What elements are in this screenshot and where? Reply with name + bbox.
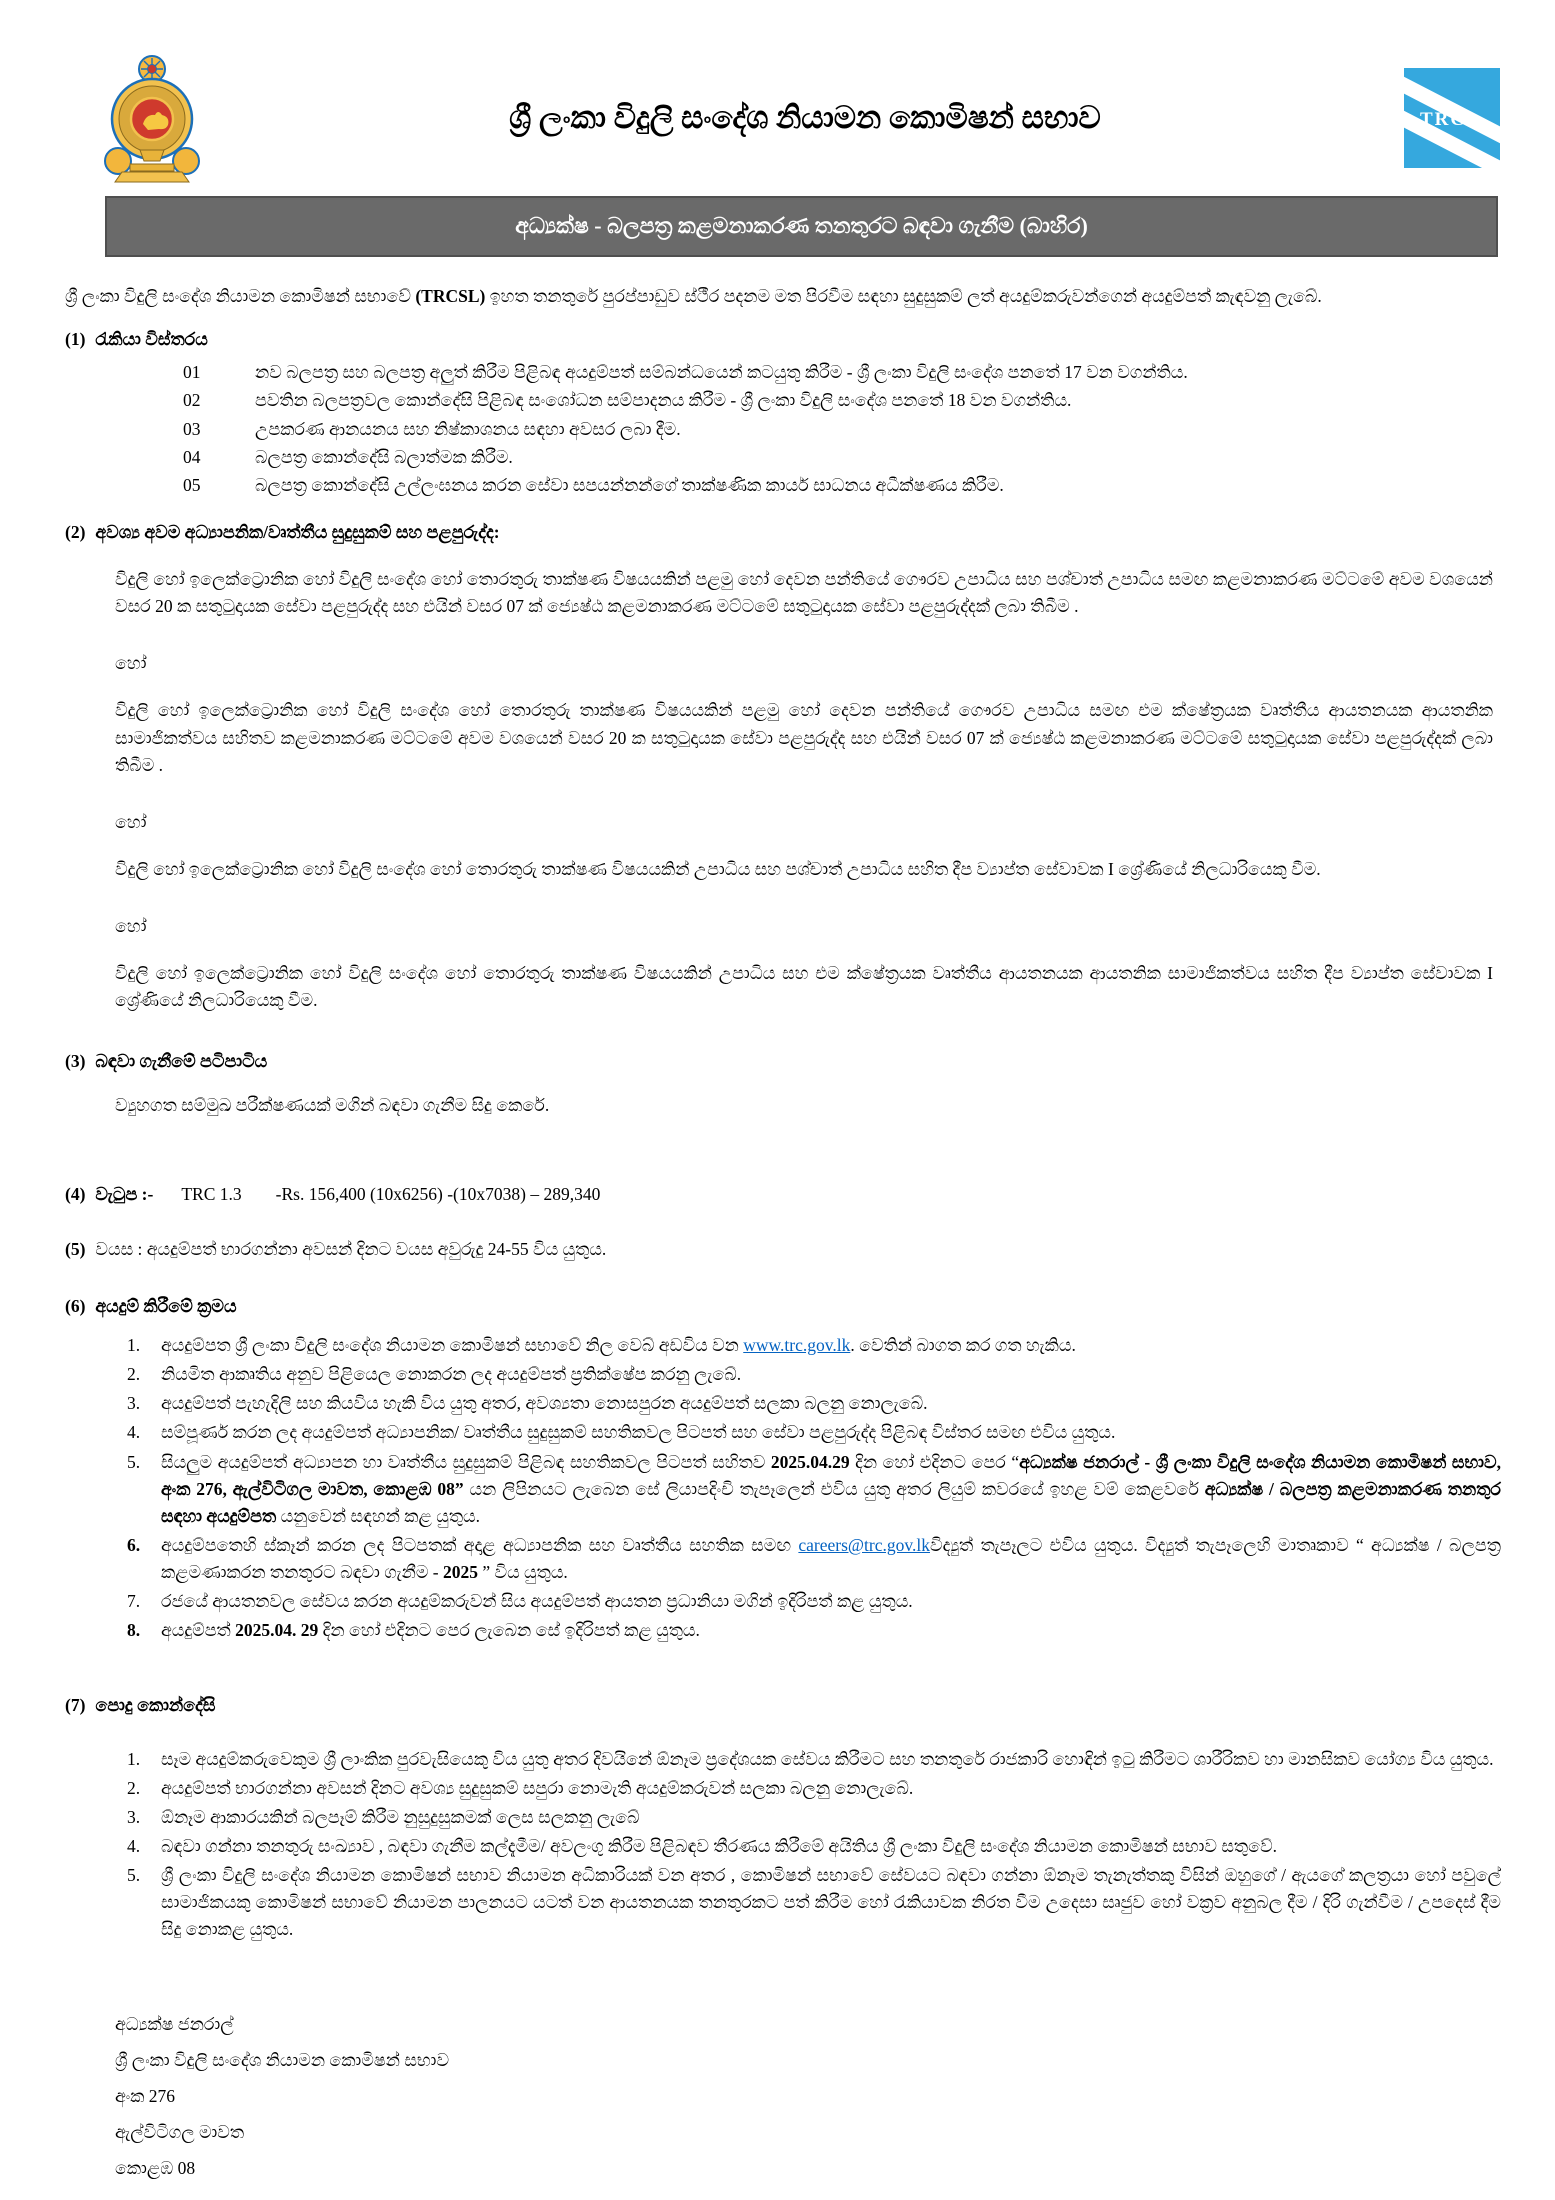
salary-line [65, 1181, 1503, 1208]
item-number: 8. [127, 1620, 141, 1641]
list-item [127, 1588, 1503, 1615]
item-number: 7. [127, 1591, 141, 1612]
item-number: 1. [127, 1335, 141, 1356]
list-item [127, 1804, 1503, 1831]
list-item [127, 1449, 1503, 1530]
item-number: 01 [183, 362, 201, 383]
item-text-segment: විද්‍යුත් තැපෑලට එවිය යුතුය. විද්‍යුත් තැපෑලෙහි මාතෘකාව “ අධ්‍යක්ෂ / බලපත්‍ර කළමණාකරන තනතුරට බඳවා ගැනීම - [161, 1534, 1501, 1583]
item-number: 04 [183, 446, 201, 467]
qualification-paragraph: විදුලි හෝ ඉලෙක්ට්‍රොනික හෝ විදුලි සංදේශ හෝ තොරතුරු තාක්ෂණ විෂයයකින් උපාධිය සහ එම ක්ෂේත්‍රයක වෘත්තීය ආයතනයක ආයතනික සාමාජිකත්වය සහිත දීප ව්‍යාප්ත සේවාවක I ශ්‍රේණියේ නිලධාරියෙකු වීම. [115, 963, 1493, 1011]
salary-scale-code: TRC 1.3 [181, 1183, 242, 1204]
list-item [127, 1862, 1503, 1943]
item-text-segment: සියලුම අයදුම්පත් අධ්‍යාපන හා වෘත්තීය සුදුසුකම් පිළිබඳ සහතිකවල පිටපත් සහිතව [161, 1451, 771, 1472]
or-separator: හෝ [115, 811, 147, 832]
postal-address: අධ්‍යක්ෂ ජනරාල් - ශ්‍රී ලංකා විදුලි සංදේශ නියාමන කොමිෂන් සභාව, අංක 276, ඇල්විටිගල මාවත, කොළඹ 08” [161, 1451, 1501, 1499]
item-number: 4. [127, 1835, 141, 1856]
qualification-paragraph: විදුලි හෝ ඉලෙක්ට්‍රොනික හෝ විදුලි සංදේශ හෝ තොරතුරු තාක්ෂණ විෂයයකින් පළමු හෝ දෙවන පන්තියේ ගෞරව උපාධිය සහ පශ්චාත් උපාධිය සමඟ කළමනාකරණ මට්ටමේ අවම වශයෙන් වසර 20 ක සතුටුදායක සේවා පළපුරුද්ද සහ එයින් වසර 07 ක් ජ්‍යෙෂ්ඨ කළමනාකරණ මට්ටමේ සතුටුදායක සේවා පළපුරුද්දක් ලබා තිබීම . [115, 569, 1493, 617]
address-street: ඇල්විටිගල මාවත [115, 2122, 245, 2143]
trc-website-link[interactable]: www.trc.gov.lk [743, 1335, 851, 1356]
list-item [127, 1332, 1503, 1359]
item-text: අයදුම්පත් පැහැදිලි සහ කියවිය හැකි විය යුතු අතර, අවශ්‍යතා නොසපුරන අයදුම්පත් සලකා බලනු නොලැබේ. [161, 1393, 928, 1414]
qualification-paragraph: විදුලි හෝ ඉලෙක්ට්‍රොනික හෝ විදුලි සංදේශ හෝ තොරතුරු තාක්ෂණ විෂයයකින් උපාධිය සහ පශ්චාත් උපාධිය සහිත දීප ව්‍යාප්ත සේවාවක I ශ්‍රේණියේ නිලධාරියෙකු වීම. [115, 858, 1321, 879]
item-number: 1. [127, 1748, 141, 1769]
intro-paragraph [65, 283, 1503, 310]
item-text-segment: අයදුම්පතෙහි ස්කෑන් කරන ලද පිටපතක් අදාළ අධ්‍යාපනික සහ වෘත්තීය සහතික සමඟ [161, 1534, 799, 1555]
section-5-label: (5) [65, 1238, 86, 1259]
intro-post: ඉහත තනතුරේ පුරප්පාඩුව ස්ථීර පදනම මත පිරවීම සඳහා සුදුසුකම් ලත් අයදුම්කරුවන්ගෙන් අයදුම්පත් කැඳවනු ලැබේ. [485, 286, 1322, 307]
section-3-title: බඳවා ගැනීමේ පටිපාටිය [95, 1051, 268, 1072]
trc-logo-text: TRC [1420, 109, 1467, 130]
item-text-segment: ” විය යුතුය. [478, 1562, 568, 1583]
address-number: අංක 276 [115, 2086, 176, 2107]
salary-heading: වැටුප :- [95, 1183, 154, 1204]
section-2-label: (2) [65, 521, 86, 542]
item-number: 2. [127, 1777, 141, 1798]
section-1-label: (1) [65, 329, 86, 350]
item-number: 4. [127, 1422, 141, 1443]
item-text-post: . වෙතින් බාගත කර ගත හැකිය. [850, 1335, 1076, 1356]
item-text-segment: දින හෝ එදිනට පෙර ලැබෙන සේ ඉදිරිපත් කළ යුතුය. [318, 1620, 700, 1641]
document-header [0, 0, 1555, 190]
list-item [127, 1746, 1503, 1773]
item-text: බඳවා ගන්නා තනතුරු සංඛ්‍යාව , බඳවා ගැනීම කල්දැමීම/ අවලංගු කිරීම පිළිබඳව තීරණය කිරීමේ අයිතිය ශ්‍රී ලංකා විදුලි සංදේශ නියාමන කොමිෂන් සභාව සතුවේ. [161, 1835, 1278, 1856]
item-text [161, 1532, 1503, 1586]
section-6-heading [65, 1293, 1503, 1320]
item-text-segment: යන ලිපිනයට ලැබෙන සේ ලියාපදිංචි තැපෑලෙන් එවිය යුතු අතර ලියුම් කවරයේ ඉහළ වම් කෙළවරේ [463, 1478, 1205, 1499]
intro-pre: ශ්‍රී ලංකා විදුලි සංදේශ නියාමන කොමිෂන් සභාවේ [65, 286, 416, 307]
age-text: වයස : අයදුම්පත් භාරගන්නා අවසන් දිනට වයස අවුරුදු 24-55 විය යුතුය. [95, 1238, 607, 1259]
section-1-title: රැකියා විස්තරය [95, 329, 208, 350]
item-number: 5. [127, 1865, 141, 1886]
list-item [183, 444, 1503, 471]
list-item [127, 1532, 1503, 1586]
trc-logo [1404, 68, 1500, 168]
section-7-title: පොදු කොන්දේසි [95, 1695, 216, 1716]
item-text: සෑම අයදුම්කරුවෙකුම ශ්‍රී ලාංකික පුරවැසියෙකු විය යුතු අතර දිවයිනේ ඕනෑම ප්‍රදේශයක සේවය කිරීමට සහ තනතුරේ රාජකාරි හොඳින් ඉටු කිරීමට ශාරීරිකව හා මානසිකව යෝග්‍ය විය යුතුය. [161, 1748, 1494, 1769]
item-text: නියමිත ආකෘතිය අනුව පිළියෙල නොකරන ලද අයදුම්පත් ප්‍රතික්ෂේප කරනු ලැබේ. [161, 1364, 742, 1385]
section-1-heading [65, 326, 1503, 353]
item-text: ශ්‍රී ලංකා විදුලි සංදේශ නියාමන කොමිෂන් සභාව නියාමන අධිකාරියක් වන අතර , කොමිෂන් සභාවේ සේවයට බඳවා ගන්නා ඕනෑම තැනැත්තකු විසින් ඔහුගේ / ඇයගේ කලත්‍රයා හෝ පවුලේ සාමාජිකයකු කොමිෂන් සභාවේ නියාමන පාලනයට යටත් වන ආයතනයක තනතුරකට පත් කිරීම හෝ රැකියාවක නිරත වීම උදෙසා සෘජුව හෝ වක්‍රව අනුබල දීම / දිරි ගැන්වීම / උපදෙස් දීම සිදු නොකළ යුතුය. [161, 1865, 1501, 1940]
vacancy-title-banner: අධ්‍යක්ෂ - බලපත්‍ර කළමනාකරණ තනතුරට බඳවා ගැනීම (බාහිර) [105, 196, 1498, 257]
item-text: උපකරණ ආනයනය සහ නිෂ්කාශනය සඳහා අවසර ලබා දීම. [255, 418, 681, 439]
section-2-heading [65, 519, 1503, 546]
envelope-subject: අධ්‍යක්ෂ / බලපත්‍ර කළමනාකරණ තනතුර සඳහා අයදුම්පත [161, 1478, 1502, 1526]
list-item [183, 472, 1503, 499]
item-number: 5. [127, 1451, 141, 1472]
list-item [127, 1361, 1503, 1388]
item-number: 02 [183, 390, 201, 411]
signatory-title: අධ්‍යක්ෂ ජනරාල් [115, 2014, 234, 2035]
list-item [127, 1775, 1503, 1802]
item-number: 3. [127, 1806, 141, 1827]
list-item [183, 387, 1503, 414]
document-body [0, 283, 1555, 2187]
list-item [127, 1390, 1503, 1417]
org-acronym: (TRCSL) [415, 286, 486, 307]
section-7-heading [65, 1692, 1503, 1719]
address-city: කොළඹ 08 [115, 2157, 196, 2178]
item-number: 03 [183, 418, 201, 439]
item-number: 2. [127, 1364, 141, 1385]
item-text: අයදුම්පත් භාරගන්නා අවසන් දිනට අවශ්‍ය සුදුසුකම් සපුරා නොමැති අයදුම්කරුවන් සලකා බලනු නොලැබේ. [161, 1777, 914, 1798]
list-item [183, 416, 1503, 443]
item-text: බලපත්‍ර කොන්දේසි බලාත්මක කිරීම. [255, 446, 513, 467]
careers-email-link[interactable]: careers@trc.gov.lk [798, 1534, 930, 1555]
item-text [161, 1332, 1503, 1359]
job-duty-list [65, 359, 1503, 499]
item-text: සම්පූර්ණ කරන ලද අයදුම්පත් අධ්‍යාපනික/ වෘත්තීය සුදුසුකම් සහතිකවල පිටපත් සහ සේවා පළපුරුද්ද පිළිබඳ විස්තර සමඟ එවිය යුතුය. [161, 1422, 1116, 1443]
sri-lanka-emblem-icon [98, 52, 206, 184]
page-title: ශ්‍රී ලංකා විදුලි සංදේශ නියාමන කොමිෂන් සභාව [509, 100, 1101, 136]
section-3-heading [65, 1048, 1503, 1075]
item-text: රජයේ ආයතනවල සේවය කරන අයදුම්කරුවන් සිය අයදුම්පත් ආයතන ප්‍රධානියා මගින් ඉදිරිපත් කළ යුතුය. [161, 1591, 913, 1612]
item-number: 05 [183, 474, 201, 495]
item-text-pre: අයදුම්පත ශ්‍රී ලංකා විදුලි සංදේශ නියාමන කොමිෂන් සභාවේ නිල වෙබ් අඩවිය වන [161, 1335, 744, 1356]
item-text [161, 1449, 1503, 1530]
signature-block [115, 2007, 1503, 2186]
section-3-label: (3) [65, 1051, 86, 1072]
section-2-title: අවශ්‍ය අවම අධ්‍යාපනික/වෘත්තීය සුදුසුකම් සහ පළපුරුද්ද: [95, 521, 500, 542]
item-text: පවතින බලපත්‍රවල කොන්දේසි පිළිබඳ සංශෝධන සම්පාදනය කිරීම - ශ්‍රී ලංකා විදුලි සංදේශ පනතේ 18 වන වගන්තිය. [255, 390, 1072, 411]
item-text-segment: දින හෝ එදිනට පෙර “ [849, 1451, 1020, 1472]
closing-date: 2025.04.29 [770, 1451, 850, 1472]
section-6-label: (6) [65, 1295, 86, 1316]
recruitment-procedure-text: ව්‍යුහගත සම්මුඛ පරීක්ෂණයක් මගින් බඳවා ගැනීම සිදු කෙරේ. [115, 1094, 550, 1115]
item-text: නව බලපත්‍ර සහ බලපත්‍ර අලුත් කිරීම පිළිබඳ අයදුම්පත් සම්බන්ධයෙන් කටයුතු කිරීම - ශ්‍රී ලංකා විදුලි සංදේශ පනතේ 17 වන වගන්තිය. [255, 362, 1188, 383]
general-conditions-list [65, 1746, 1503, 1944]
signatory-organization: ශ්‍රී ලංකා විදුලි සංදේශ නියාමන කොමිෂන් සභාව [115, 2050, 450, 2071]
list-item [127, 1617, 1503, 1644]
salary-value: -Rs. 156,400 (10x6256) -(10x7038) – 289,340 [275, 1183, 601, 1204]
section-4-label: (4) [65, 1183, 86, 1204]
list-item [127, 1833, 1503, 1860]
list-item [183, 359, 1503, 386]
qualification-paragraph: විදුලි හෝ ඉලෙක්ට්‍රොනික හෝ විදුලි සංදේශ හෝ තොරතුරු තාක්ෂණ විෂයයකින් පළමු හෝ දෙවන පන්තියේ ගෞරව උපාධිය සමඟ එම ක්ෂේත්‍රයක වෘත්තීය ආයතනයක ආයතනික සාමාජිකත්වය සහිතව කළමනාකරණ මට්ටමේ අවම වශයෙන් වසර 20 ක සතුටුදායක සේවා පළපුරුද්ද සහ එයින් වසර 07 ක් ජ්‍යෙෂ්ඨ කළමනාකරණ මට්ටමේ සතුටුදායක සේවා පළපුරුද්දක් ලබා තිබීම . [115, 700, 1493, 775]
list-item [127, 1419, 1503, 1446]
item-text: ඕනෑම ආකාරයකින් බලපෑම් කිරීම නුසුදුසුකමක් ලෙස සලකනු ලැබේ [161, 1806, 640, 1827]
section-7-label: (7) [65, 1695, 86, 1716]
age-line [65, 1236, 1503, 1263]
item-text [161, 1617, 1503, 1644]
or-separator: හෝ [115, 653, 147, 674]
email-subject-year: 2025 [443, 1562, 478, 1583]
item-number: 3. [127, 1393, 141, 1414]
application-method-list [65, 1332, 1503, 1644]
item-text-segment: අයදුම්පත් [161, 1620, 236, 1641]
item-text: බලපත්‍ර කොන්දේසි උල්ලංඝනය කරන සේවා සපයන්නන්ගේ තාක්ෂණික කාර්ය සාධනය අධීක්ෂණය කිරීම. [255, 474, 1004, 495]
closing-date: 2025.04. 29 [235, 1620, 319, 1641]
item-number: 6. [127, 1534, 141, 1555]
or-separator: හෝ [115, 916, 147, 937]
item-text-segment: යනුවෙන් සඳහන් කළ යුතුය. [276, 1505, 480, 1526]
section-6-title: අයදුම් කිරීමේ ක්‍රමය [95, 1295, 237, 1316]
